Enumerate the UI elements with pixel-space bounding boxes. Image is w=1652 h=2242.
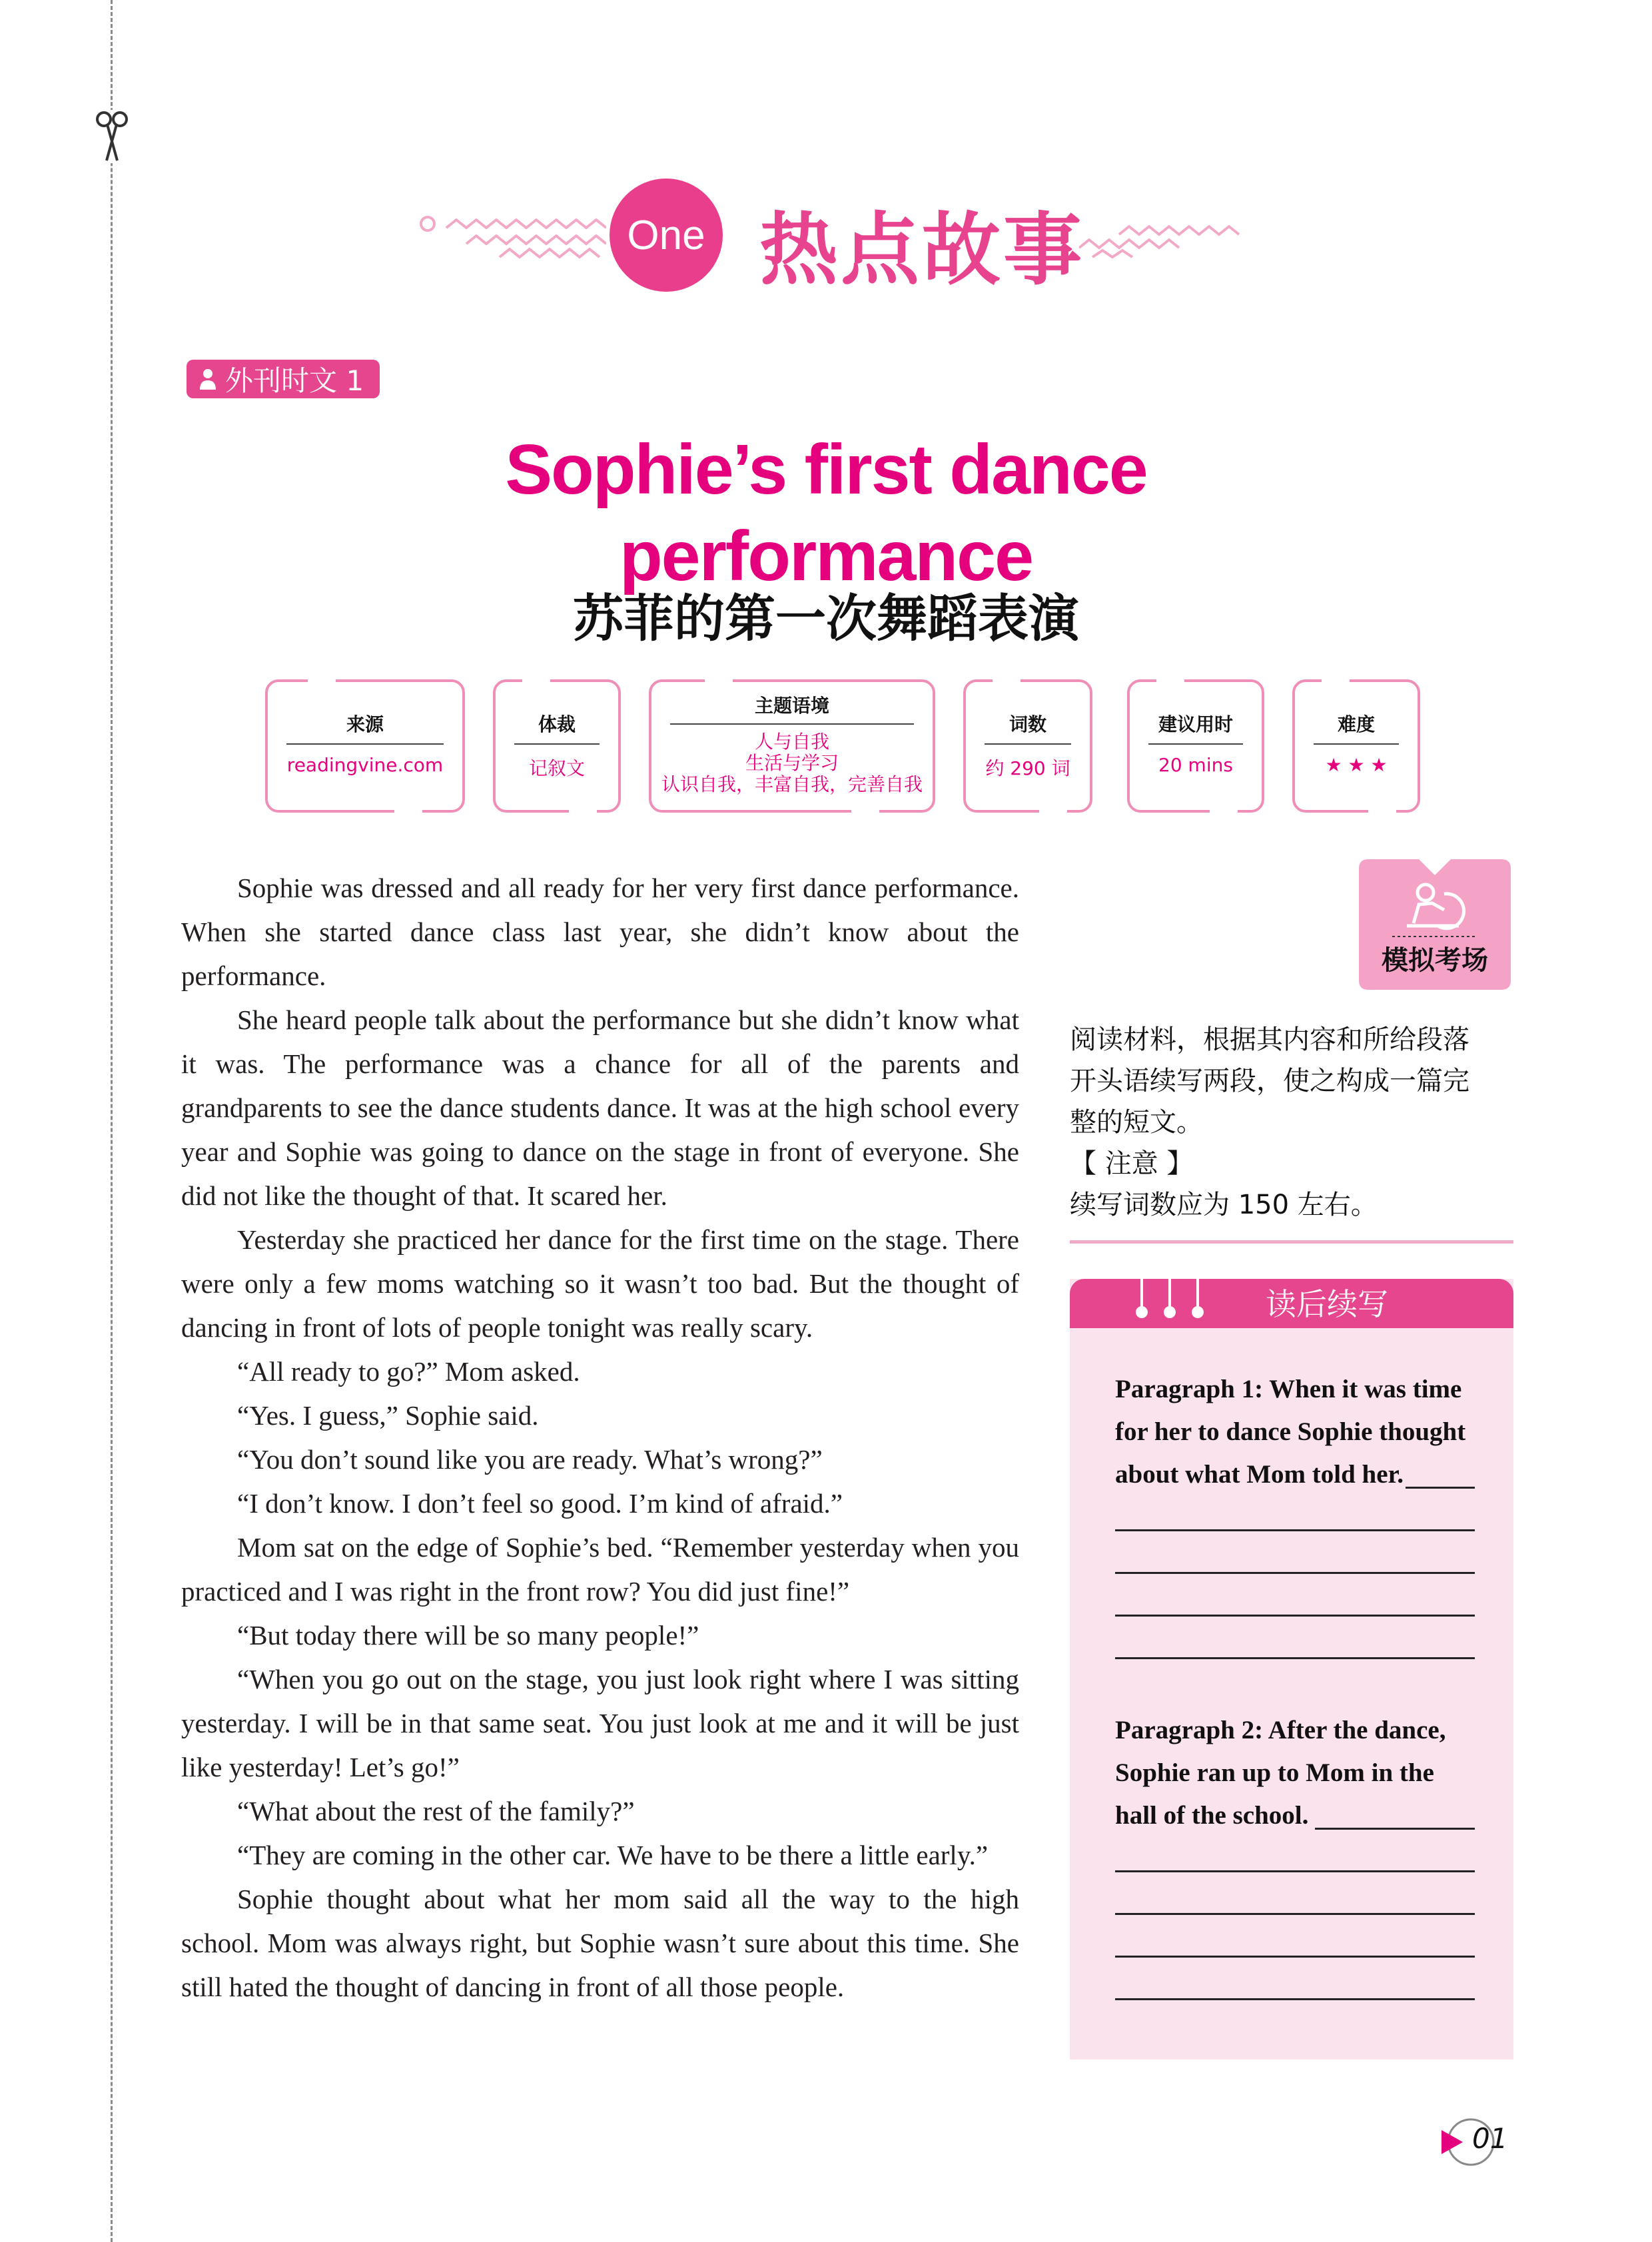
article-paragraph: “But today there will be so many people!” — [237, 1620, 699, 1651]
article-tag-label: 外刊时文 1 — [225, 364, 364, 397]
page-number: 01 — [1472, 2122, 1508, 2155]
info-theme-value-2: 生活与学习 — [745, 752, 839, 774]
article-paragraph: “They are coming in the other car. We have to be there a little early.” — [237, 1840, 989, 1870]
answer-line[interactable] — [1115, 1529, 1475, 1531]
paragraph-2-line: Paragraph 2: After the dance, — [1115, 1716, 1446, 1744]
english-title — [0, 426, 1652, 599]
instructions — [1070, 1019, 1517, 1226]
info-time-label: 建议用时 — [1158, 713, 1233, 735]
article-paragraph: “Yes. I guess,” Sophie said. — [237, 1400, 539, 1431]
paragraph-1-line: Paragraph 1: When it was time — [1115, 1375, 1462, 1403]
english-title-line-2: performance — [619, 517, 1033, 595]
answer-line[interactable] — [1115, 1870, 1475, 1872]
info-difficulty-label: 难度 — [1337, 713, 1375, 735]
paragraph-2-line: Sophie ran up to Mom in the — [1115, 1758, 1434, 1787]
person-icon — [199, 367, 217, 391]
paragraph-1-line: about what Mom told her. — [1115, 1460, 1404, 1489]
answer-line[interactable] — [1115, 1657, 1475, 1659]
info-source-value: readingvine.com — [286, 754, 444, 776]
info-genre-value: 记叙文 — [528, 757, 585, 779]
section-title: 热点故事 — [759, 204, 1085, 296]
writing-task-title: 读后续写 — [1266, 1286, 1388, 1322]
article-paragraph: Mom sat on the edge of Sophie’s bed. “Remember yesterday when you practiced and I was right in the front row? You did just fine!” — [181, 1532, 1019, 1607]
article-paragraph: “You don’t sound like you are ready. What’s wrong?” — [237, 1444, 823, 1475]
article-paragraph: She heard people talk about the performance but she didn’t know what it was. The performance was a chance for all of the parents and grandparents to see the dance students dance. It was at the high school every year and Sophie was going to dance on the stage in front of everyone. She did not like the thought of that. It scared her. — [181, 1004, 1019, 1211]
info-words-label: 词数 — [1009, 713, 1046, 735]
info-difficulty-stars: ★ ★ ★ — [1325, 754, 1388, 776]
info-theme — [649, 679, 935, 813]
article-tag — [187, 360, 380, 398]
answer-line[interactable] — [1115, 1572, 1475, 1574]
article-paragraph: “I don’t know. I don’t feel so good. I’m kind of afraid.” — [237, 1488, 843, 1519]
info-genre — [493, 679, 621, 813]
info-genre-label: 体裁 — [538, 713, 576, 735]
article-paragraph: Sophie was dressed and all ready for her very first dance performance. When she started dance class last year, she didn’t know about the performance. — [181, 873, 1019, 991]
article-body — [181, 866, 1019, 2009]
scissors-icon — [93, 110, 131, 163]
zigzag-decoration-left — [420, 214, 606, 261]
answer-line[interactable] — [1115, 1956, 1475, 1958]
article-paragraph: Yesterday she practiced her dance for the first time on the stage. There were only a few moms watching so it wasn’t too bad. But the thought of dancing in front of lots of people tonight was really scary. — [181, 1224, 1019, 1343]
instruction-line: 阅读材料，根据其内容和所给段落 — [1070, 1024, 1469, 1055]
cut-line — [111, 0, 113, 2242]
chinese-title: 苏菲的第一次舞蹈表演 — [573, 589, 1079, 648]
info-time — [1127, 679, 1264, 813]
music-notes-icon — [1132, 1251, 1226, 1324]
answer-line[interactable] — [1315, 1828, 1475, 1830]
info-time-value: 20 mins — [1158, 754, 1233, 776]
answer-line[interactable] — [1115, 1998, 1475, 2000]
info-theme-value — [651, 731, 933, 795]
info-theme-label: 主题语境 — [754, 695, 829, 717]
info-source — [265, 679, 465, 813]
info-words — [963, 679, 1092, 813]
exam-badge-label: 模拟考场 — [1382, 945, 1488, 976]
info-difficulty — [1292, 679, 1420, 813]
article-paragraph: “What about the rest of the family?” — [237, 1796, 635, 1826]
paragraph-1-prompt — [1115, 1368, 1475, 1496]
info-theme-value-1: 人与自我 — [754, 731, 829, 753]
info-theme-value-3: 认识自我，丰富自我，完善自我 — [661, 773, 923, 795]
answer-line[interactable] — [1115, 1615, 1475, 1617]
paragraph-2-prompt — [1115, 1709, 1475, 1837]
sidebar-divider — [1070, 1240, 1513, 1244]
article-paragraph: Sophie thought about what her mom said all the way to the high school. Mom was always right, but Sophie wasn’t sure about this time. She still hated the thought of dancing in front of all those people. — [181, 1884, 1019, 2002]
answer-line[interactable] — [1406, 1487, 1475, 1489]
info-words-value: 约 290 词 — [985, 757, 1070, 779]
answer-line[interactable] — [1115, 1913, 1475, 1915]
paragraph-1-line: for her to dance Sophie thought — [1115, 1417, 1466, 1446]
note-text: 续写词数应为 150 左右。 — [1070, 1190, 1378, 1220]
paragraph-2-line: hall of the school. — [1115, 1801, 1309, 1830]
instruction-line: 开头语续写两段，使之构成一篇完 — [1070, 1066, 1469, 1096]
english-title-line-1: Sophie’s first dance — [505, 430, 1147, 509]
article-paragraph: “All ready to go?” Mom asked. — [237, 1356, 580, 1387]
info-source-label: 来源 — [346, 713, 384, 735]
zigzag-decoration-right — [1079, 214, 1246, 261]
section-number-badge: One — [610, 179, 723, 292]
note-label: 【 注意 】 — [1070, 1148, 1194, 1179]
article-paragraph: “When you go out on the stage, you just look right where I was sitting yesterday. I will be in that same seat. You just look at me and it will be just like yesterday! Let’s go!” — [181, 1664, 1019, 1782]
instruction-line: 整的短文。 — [1070, 1107, 1203, 1138]
